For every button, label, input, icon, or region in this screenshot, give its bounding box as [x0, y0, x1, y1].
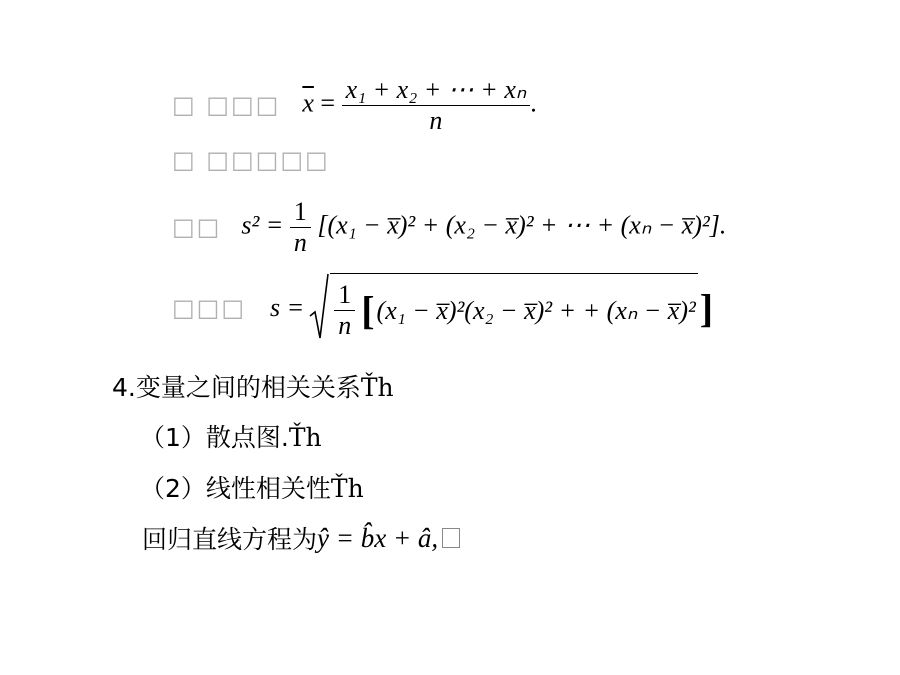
stddev-lhs: s =: [270, 293, 305, 322]
item-2: [140, 469, 364, 505]
stddev-fraction: [334, 280, 355, 341]
regression-equation: ŷ = b̂x + â,: [317, 522, 439, 553]
radical-sign: [308, 272, 330, 344]
item-2-tail: Ťh: [330, 474, 364, 503]
item-1-text: （1）散点图.: [140, 423, 289, 452]
mean-period: .: [530, 87, 537, 117]
radicand: [330, 273, 698, 341]
spread-label: □ □□□□□: [172, 146, 330, 174]
placeholder-box-icon: [442, 528, 460, 548]
item-2-text: （2）线性相关性: [140, 474, 331, 503]
variance-denominator: n: [293, 227, 307, 257]
mean-row: □ □□□ $\overline{x}$ = $\frac{\text{x₁ + x₂ + ⋯ + xₙ}}{n}$ .: [172, 74, 537, 135]
stddev-denominator: n: [338, 311, 352, 340]
section-tail: Ťh: [360, 373, 394, 402]
mean-denominator: n: [429, 105, 443, 135]
stddev-body: (x₁ − x̅)²(x₂ − x̅)² + + (xₙ − x̅)²: [376, 295, 696, 325]
mean-fraction: [342, 75, 531, 136]
left-bracket: [: [361, 288, 375, 333]
variance-row: [172, 192, 726, 262]
stddev-row: [172, 272, 713, 344]
variance-numerator: 1: [290, 197, 311, 228]
right-bracket: ]: [699, 285, 714, 331]
mean-symbol: $\overline{x}$: [302, 87, 314, 117]
item-1-tail: Ťh: [288, 423, 322, 452]
regression-line: [142, 520, 460, 556]
stddev-numerator: 1: [334, 280, 355, 311]
regression-label: 回归直线方程为: [142, 525, 318, 554]
variance-fraction: [290, 197, 311, 258]
variance-lhs: s² =: [241, 209, 284, 239]
stddev-label: □□□: [172, 294, 247, 322]
item-1: [140, 418, 322, 454]
section-heading: [112, 368, 394, 404]
mean-numerator: x₁ + x₂ + ⋯ + xₙ: [342, 75, 531, 106]
section-title: 4.变量之间的相关关系: [112, 373, 361, 402]
variance-label: □□: [172, 213, 222, 241]
variance-body: [(x₁ − x̅)² + (x₂ − x̅)² + ⋯ + (xₙ − x̅)²].: [317, 209, 727, 239]
mean-label: □ □□□: [172, 91, 281, 119]
